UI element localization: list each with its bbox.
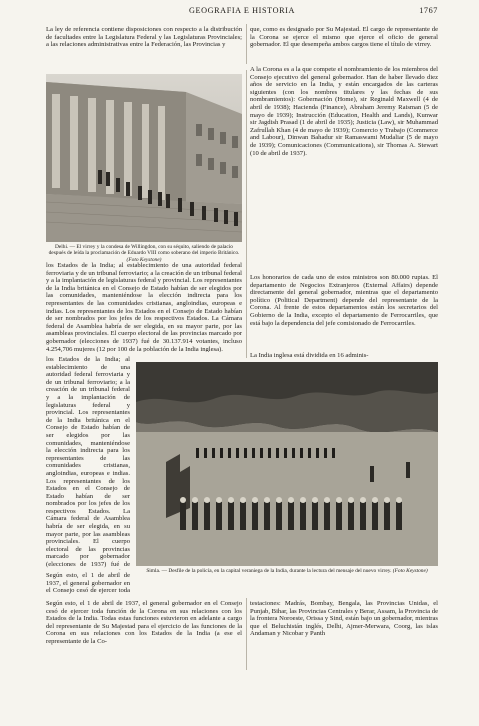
photo-simla	[136, 362, 438, 566]
paragraph-narrow-bottom: Según esto, el 1 de abril de 1937, el general gobernador en el Consejo cesó de ejercer toda	[46, 572, 130, 594]
paragraph-right-honorarios: Los honorarios de cada uno de estos ministros son 80.000 rupias. El departamento de Negocios Extranjeros (External Affairs) depende directamente del general gobernador, mientras que el departamento político (Political Department) depende del representante de la Corona. Al frente de estos departamentos están los secretarios del Gobierno de la India, excepto el departamento de Ferrocarriles, que está bajo la dependencia del jefe comisionado de Ferrocarriles.	[250, 274, 438, 327]
page-number: 1767	[419, 6, 438, 15]
paragraph-right-ministers: A la Corona es a la que compete el nombramiento de los miembros del Consejo ejecutivo del general gobernador. Han de haber llevado diez años de servicio en la India, y están encargados de las carteras siguientes (con los nombres titulares y las fechas de sus nombramientos): Gobernación (Home), sir Reginald Maxwell (4 de abril de 1938); Hacienda (Finance), Abraham Jeremy Raisman (5 de mayo de 1939); Instrucción (Education, Health and Lands), Kunwar sir Jagdish Prasad (1 de abril de 1935); Justicia (Law), sir Muhammad Zafrullah Khan (4 de mayo de 1939); Comercio y Trabajo (Commerce and Labour), Dinwan Bahadur sir Ramaswami Mudaliar (5 de mayo de 1939); Comunicaciones (Communications), sir Thomas A. Stewart (10 de abril de 1937).	[250, 66, 438, 157]
paragraph-mid-left: los Estados de la India; al establecimiento de una autoridad federal ferroviaria y de un tribunal ferroviario; a la creación de un tribunal federal y a la implantación de legislaturas federal y provincial. Los representantes de la India británica en el Consejo de Estado habían de ser elegidos por las comunidades, manteniéndose la elección indirecta para los representantes de las comunidades cristianas, angloindias, europeas e indias. Los representantes de los Estados en el Consejo de Estado habían de ser nombrados por los jefes de los respectivos Estados. La Cámara federal de Asamblea habría de ser elegida, en su mayor parte, por las asambleas provinciales. El cuerpo electoral de las provincias marcado por gobernador (elecciones de 1937) fué de 30.137.914 votantes, incluso 4.254,706 mujeres (12 por 100 de la población de la India inglesa).	[46, 262, 242, 352]
paragraph-right-divisions: La India inglesa está dividida en 16 adminis-	[250, 352, 369, 359]
paragraph-top-left: La ley de referencia contiene disposiciones con respecto a la distribución de facultades entre la Legislatura Federal y las Legislaturas Provinciales; a las relaciones administrativas entre la Federación, las Provincias y	[46, 26, 242, 49]
paragraph-bottom-left: Según esto, el 1 de abril de 1937, el general gobernador en el Consejo cesó de ejercer toda función de la Corona en sus relaciones con los Estados de la India. Todas estas funciones estuvieron en adelante a cargo del representante de Su Majestad para el ejercicio de las funciones de la Corona en sus relaciones con los Estados de la India (a ese el representante de la Co-	[46, 600, 242, 645]
paragraph-bottom-right: testaciones: Madrás, Bombay, Bengala, las Provincias Unidas, el Punjab, Bihar, las Provincias Centrales y Berar, Assam, la Provincia de la frontera Noroeste, Orissa y Sind, están bajo un gobernador, mientras que el Beluchistán inglés, Delhi, Ajmer-Merwara, Coorg, las islas Andaman y Nicobar y Panth	[250, 600, 438, 638]
column-divider	[246, 598, 247, 670]
paragraph-top-right: que, como es designado por Su Majestad. El cargo de representante de la Corona se ejerce el mismo que ejerce el oficio de general gobernador. El que desempeña ambos cargos tiene el título de virrey.	[250, 26, 438, 49]
photo-delhi-caption	[46, 244, 242, 263]
running-head	[46, 6, 438, 18]
caption-text: Delhi. — El virrey y la condesa de Willingdon, con su séquito, saliendo de palacio después de leída la proclamación de Eduardo VIII como soberano del imperio Británico.	[48, 244, 240, 257]
photo-simla-image	[136, 362, 438, 566]
caption-text: Simla. — Desfile de la policía, en la capital veraniega de la India, durante la lectura del mensaje del nuevo virrey.	[146, 568, 392, 574]
column-divider	[246, 70, 247, 358]
paragraph-narrow-left: los Estados de la India; al establecimiento de una autoridad federal ferroviaria y de un tribunal ferroviario; a la creación de un tribunal federal y a la implantación de legislaturas federal y provincial. Los representantes de la India británica en el Consejo de Estado habían de ser elegidos por las comunidades, manteniéndose la elección indirecta para los representantes de las comunidades cristianas, angloindias, europeas e indias. Los representantes de los Estados en el Consejo de Estado habían de ser nombrados por los jefes de los respectivos Estados. La Cámara federal de Asamblea habría de ser elegida, en su mayor parte, por las asambleas provinciales. El cuerpo electoral de las provincias marcado por gobernador (elecciones de 1937) fué de	[46, 356, 130, 569]
photo-delhi-image	[46, 74, 242, 242]
photo-simla-caption	[136, 568, 438, 574]
running-title: GEOGRAFIA E HISTORIA	[188, 6, 295, 15]
caption-credit: (Foto Keystone)	[126, 256, 162, 263]
photo-delhi	[46, 74, 242, 242]
caption-credit: (Foto Keystone)	[392, 568, 428, 574]
column-divider	[246, 24, 247, 64]
